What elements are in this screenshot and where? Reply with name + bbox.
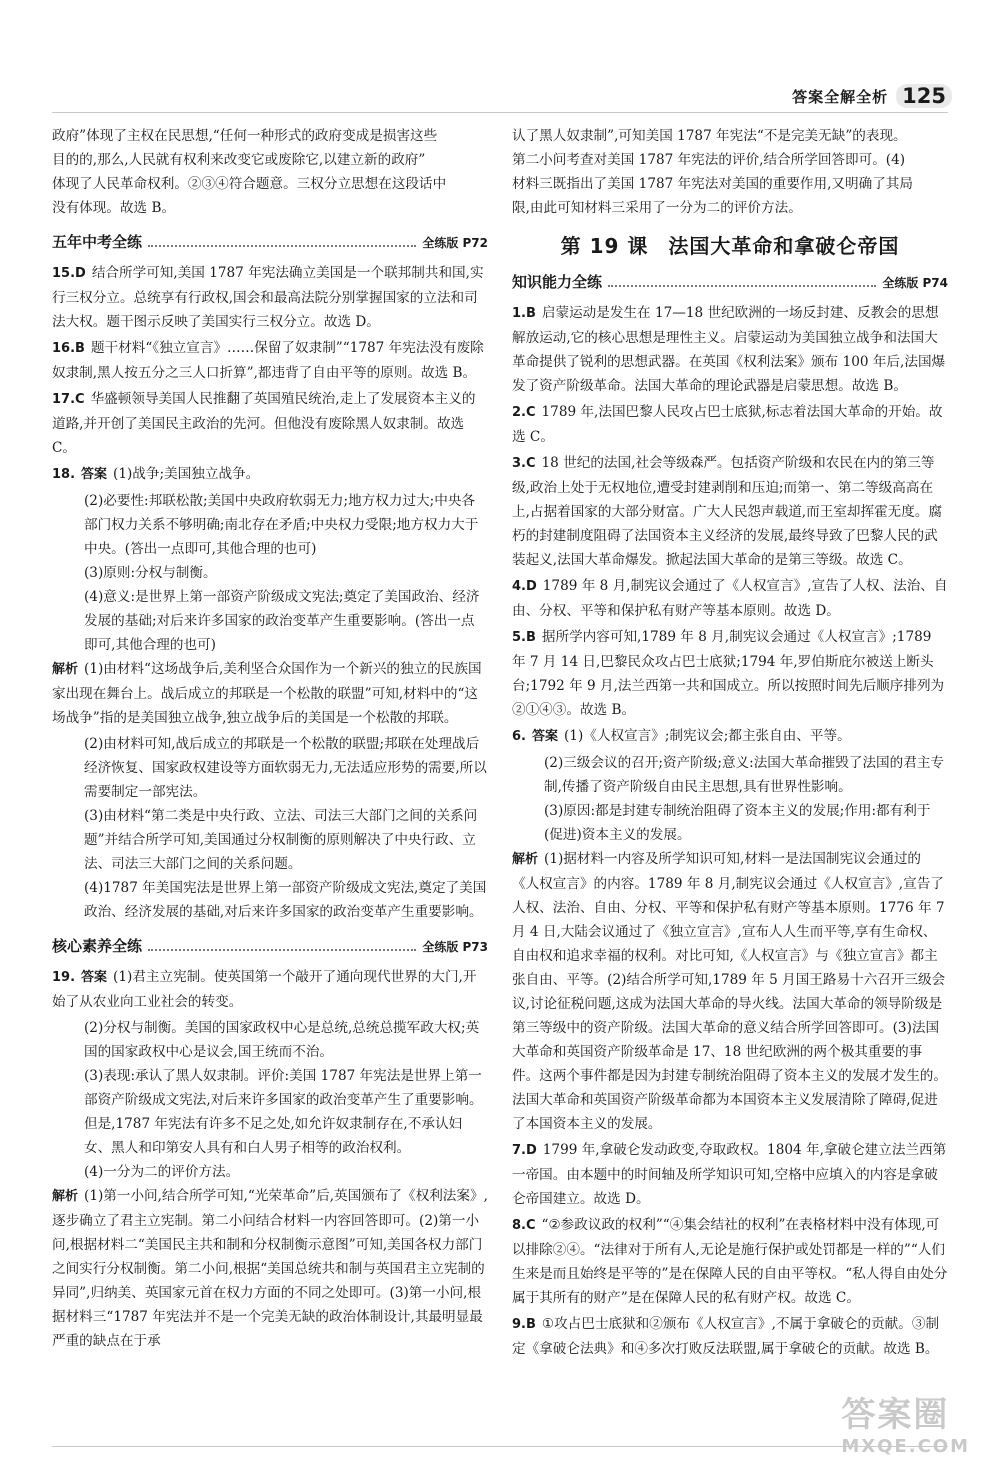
question-number: 9.B (512, 1317, 536, 1332)
question-8 (512, 1213, 948, 1310)
question-9 (512, 1312, 948, 1361)
section-title: 知识能力全练 (512, 273, 603, 291)
question-number: 5.B (512, 630, 536, 645)
answer-tag: 答案 (81, 970, 108, 985)
question-text: 1799 年,拿破仑发动政变,夺取政权。1804 年,拿破仑建立法兰西第一帝国。由本题中的时间轴及所学知识可知,空格中应填入的内容是拿破仑帝国建立。故选 D。 (512, 1142, 947, 1207)
question-text: 1789 年,法国巴黎人民攻占巴士底狱,标志着法国大革命的开始。故选 C。 (512, 404, 943, 445)
question-7 (512, 1138, 948, 1211)
section-leader (148, 245, 416, 247)
page-header (792, 84, 952, 108)
intro-line: 目的的,那么,人民就有权利来改变它或废除它,以建立新的政府” (52, 152, 426, 168)
section-header (52, 934, 488, 959)
question-3 (512, 451, 948, 572)
section-title: 五年中考全练 (52, 233, 143, 251)
question-text: 结合所学可知,美国 1787 年宪法确立美国是一个联邦制共和国,实行三权分立。总统享有行政权,国会和最高法院分别掌握国家的立法和司法大权。题干图示反映了美国实行三权分立。故选 D。 (52, 265, 484, 330)
intro-line: 体现了人民革命权利。②③④符合题意。三权分立思想在这段话中 (52, 176, 447, 192)
question-number: 18. (52, 467, 76, 482)
analysis-tag: 解析 (52, 662, 79, 677)
answer-line: (2)必要性:邦联松散;美国中央政府软弱无力;地方权力过大;中央各部门权力关系不够明确;南北存在矛盾;中央权力受限;地方权力大于中央。(答出一点即可,其他合理的也可) (84, 493, 479, 557)
question-number: 16.B (52, 341, 85, 356)
analysis-block (52, 657, 488, 730)
analysis-block (512, 847, 948, 1136)
question-number: 8.C (512, 1218, 536, 1233)
answer-line: (4)一分为二的评价方法。 (84, 1164, 240, 1180)
lesson-title (512, 234, 948, 258)
question-number: 19. (52, 970, 76, 985)
question-number: 3.C (512, 456, 536, 471)
question-text: 华盛顿领导美国人民推翻了英国殖民统治,走上了发展资本主义的道路,并开创了美国民主政治的先河。但他没有废除黑人奴隶制。故选 C。 (52, 391, 476, 456)
answer-line: (1)战争;美国独立战争。 (113, 466, 260, 482)
question-number: 7.D (512, 1143, 537, 1158)
section-ref: 全练版 P73 (422, 940, 488, 954)
question-1 (512, 301, 948, 398)
right-column (512, 124, 948, 1434)
header-divider (52, 112, 948, 113)
question-5 (512, 625, 948, 722)
answer-line: (4)意义:是世界上第一部资产阶级成文宪法;奠定了美国政治、经济发展的基础;对后来许多国家的政治变革产生重要影响。(答出一点即可,其他合理的也可) (84, 589, 480, 653)
question-6 (512, 724, 948, 749)
question-number: 15.D (52, 266, 86, 281)
answer-line: (3)原则:分权与制衡。 (84, 565, 217, 581)
analysis-tag: 解析 (512, 852, 539, 867)
continued-line: 第二小问考查对美国 1787 年宪法的评价,结合所学回答即可。(4) (512, 152, 906, 168)
section-leader (608, 285, 876, 287)
lesson-number: 第 19 课 (560, 234, 649, 258)
answer-line: (3)表现:承认了黑人奴隶制。评价:美国 1787 年宪法是世界上第一部资产阶级成文宪法,对后来许多国家的政治变革产生了重要影响。但是,1787 年宪法有许多不足之处,如允许奴隶制存在,不承认妇女、黑人和印第安人具有和白人男子相等的政治权利。 (84, 1068, 483, 1156)
question-18 (52, 462, 488, 487)
question-text: 启蒙运动是发生在 17—18 世纪欧洲的一场反封建、反教会的思想解放运动,它的核心思想是理性主义。启蒙运动为美国独立战争和法国大革命提供了锐利的思想武器。在英国《权利法案》颁布 100 年后,法国爆发了资产阶级革命。法国大革命的理论武器是启蒙思想。故选 B。 (512, 305, 946, 394)
analysis-block (52, 1184, 488, 1353)
analysis-line: (2)由材料可知,战后成立的邦联是一个松散的联盟;邦联在处理战后经济恢复、国家政权建设等方面软弱无力,无法适应形势的需要,所以需要制定一部宪法。 (84, 736, 487, 800)
question-text: 据所学内容可知,1789 年 8 月,制宪议会通过《人权宣言》;1789 年 7 月 14 日,巴黎民众攻占巴士底狱;1794 年,罗伯斯庇尔被送上断头台;1792 年 9 月,法兰西第一共和国成立。所以按照时间先后顺序排列为②①④③。故选 B。 (512, 629, 945, 718)
question-2 (512, 400, 948, 449)
question-15 (52, 261, 488, 334)
watermark-logo-text: 答案圈 (841, 1395, 950, 1435)
answer-line: (3)原因:都是封建专制统治阻碍了资本主义的发展;作用:都有利于(促进)资本主义的发展。 (544, 803, 931, 843)
question-text: ①攻占巴士底狱和②颁布《人权宣言》,不属于拿破仑的贡献。③制定《拿破仑法典》和④多次打败反法联盟,属于拿破仑的贡献。故选 B。 (512, 1316, 940, 1357)
continued-line: 材料三既指出了美国 1787 年宪法对美国的重要作用,又明确了其局 (512, 176, 913, 192)
section-ref: 全练版 P72 (422, 236, 488, 250)
question-number: 6. (512, 729, 526, 744)
analysis-text: (1)第一小问,结合所学可知,“光荣革命”后,英国颁布了《权利法案》,逐步确立了君主立宪制。第二小问结合材料一内容回答即可。(2)第一小问,根据材料二“美国民主共和制和分权制衡示意图”可知,美国各权力部门之间实行分权制衡。第二小问,根据“美国总统共和制与英国君主立宪制的异同”,归纳美、英国家元首在权力方面的不同之处即可。(3)第一小问,根据材料三“1787 年宪法并不是一个完美无缺的政治体制设计,其最明显最严重的缺点在于承 (52, 1188, 488, 1349)
question-number: 2.C (512, 405, 536, 420)
section-leader (148, 949, 416, 951)
question-number: 17.C (52, 392, 85, 407)
header-title: 答案全解全析 (792, 87, 889, 106)
answer-line: (1)君主立宪制。使英国第一个敲开了通向现代世界的大门,开始了从农业向工业社会的转变。 (52, 969, 477, 1010)
analysis-line: (4)1787 年美国宪法是世界上第一部资产阶级成文宪法,奠定了美国政治、经济发展的基础,对后来许多国家的政治变革产生重要影响。 (84, 880, 487, 920)
answer-line: (2)分权与制衡。美国的国家政权中心是总统,总统总揽军政大权;英国的国家政权中心是议会,国王统而不治。 (84, 1020, 480, 1060)
lesson-name: 法国大革命和拿破仑帝国 (668, 234, 900, 258)
question-16 (52, 336, 488, 385)
question-17 (52, 387, 488, 460)
section-title: 核心素养全练 (52, 937, 143, 955)
site-watermark (841, 1387, 970, 1457)
answer-tag: 答案 (531, 729, 558, 744)
question-4 (512, 574, 948, 623)
analysis-line: (3)由材料“第二类是中央行政、立法、司法三大部门之间的关系问题”并结合所学可知,美国通过分权制衡的原则解决了中央行政、立法、司法三大部门之间的关系问题。 (84, 808, 478, 872)
answer-tag: 答案 (81, 467, 108, 482)
page-number: 125 (896, 84, 952, 108)
left-column (52, 124, 488, 1434)
section-header (52, 230, 488, 255)
watermark-url: MXQE.COM (841, 1436, 970, 1457)
question-text: 1789 年 8 月,制宪议会通过了《人权宣言》,宣告了人权、法治、自由、分权、平等和保护私有财产等基本原则。故选 D。 (512, 578, 948, 619)
analysis-text: (1)据材料一内容及所学知识可知,材料一是法国制宪议会通过的《人权宣言》的内容。1789 年 8 月,制宪议会通过《人权宣言》,宣告了人权、法治、自由、分权、平等和保护私有财产等基本原则。1776 年 7 月 4 日,大陆会议通过了《独立宣言》,宣布人人生而平等,享有生命权、自由权和追求幸福的权利。对比可知,《人权宣言》与《独立宣言》都主张自由、平等。(2)结合所学可知,1789 年 5 月国王路易十六召开三级会议,讨论征税问题,这成为法国大革命的导火线。法国大革命的领导阶级是第三等级中的资产阶级。法国大革命的意义结合所学回答即可。(3)法国大革命和英国资产阶级革命是 17、18 世纪欧洲的两个极其重要的事件。这两个事件都是因为封建专制统治阻碍了资本主义的发展才发生的。法国大革命和英国资产阶级革命都为本国资本主义发展清除了障碍,促进了本国资本主义的发展。 (512, 851, 947, 1132)
analysis-tag: 解析 (52, 1189, 79, 1204)
section-header (512, 270, 948, 295)
question-19 (52, 965, 488, 1014)
continued-line: 限,由此可知材料三采用了一分为二的评价方法。 (512, 200, 802, 216)
question-text: “②参政议政的权利”“④集会结社的权利”在表格材料中没有体现,可以排除②④。“法律对于所有人,无论是施行保护或处罚都是一样的”“人们生来是而且始终是平等的”是在保障人民的自由平等权。“私人得自由处分属于其所有的财产”是在保障人民的私有财产权。故选 C。 (512, 1217, 948, 1306)
section-ref: 全练版 P74 (882, 276, 948, 290)
intro-line: 政府”体现了主权在民思想,“任何一种形式的政府变成是损害这些 (52, 128, 438, 144)
footer-divider (52, 1446, 948, 1447)
answer-line: (1)《人权宣言》;制宪议会;都主张自由、平等。 (564, 728, 851, 744)
question-number: 4.D (512, 579, 537, 594)
question-number: 1.B (512, 306, 536, 321)
intro-line: 没有体现。故选 B。 (52, 200, 176, 216)
analysis-line: (1)由材料“这场战争后,美利坚合众国作为一个新兴的独立的民族国家出现在舞台上。战后成立的邦联是一个松散的联盟”可知,材料中的“这场战争”指的是美国独立战争,独立战争后的美国是一个松散的邦联。 (52, 661, 482, 726)
question-text: 18 世纪的法国,社会等级森严。包括资产阶级和农民在内的第三等级,政治上处于无权地位,遭受封建剥削和压迫;而第一、第二等级高高在上,占据着国家的大部分财富。广大人民怨声载道,而王室却挥霍无度。腐朽的封建制度阻碍了法国资本主义经济的发展,最终导致了巴黎人民的武装起义,法国大革命爆发。掀起法国大革命的是第三等级。故选 C。 (512, 455, 943, 568)
continued-line: 认了黑人奴隶制”,可知美国 1787 年宪法“不是完美无缺”的表现。 (512, 128, 907, 144)
answer-line: (2)三级会议的召开;资产阶级;意义:法国大革命摧毁了法国的君主专制,传播了资产阶级自由民主思想,具有世界性影响。 (544, 755, 945, 795)
question-text: 题干材料“《独立宣言》……保留了奴隶制”“1787 年宪法没有废除奴隶制,黑人按五分之三人口折算”,都违背了自由平等的原则。故选 B。 (52, 340, 484, 381)
